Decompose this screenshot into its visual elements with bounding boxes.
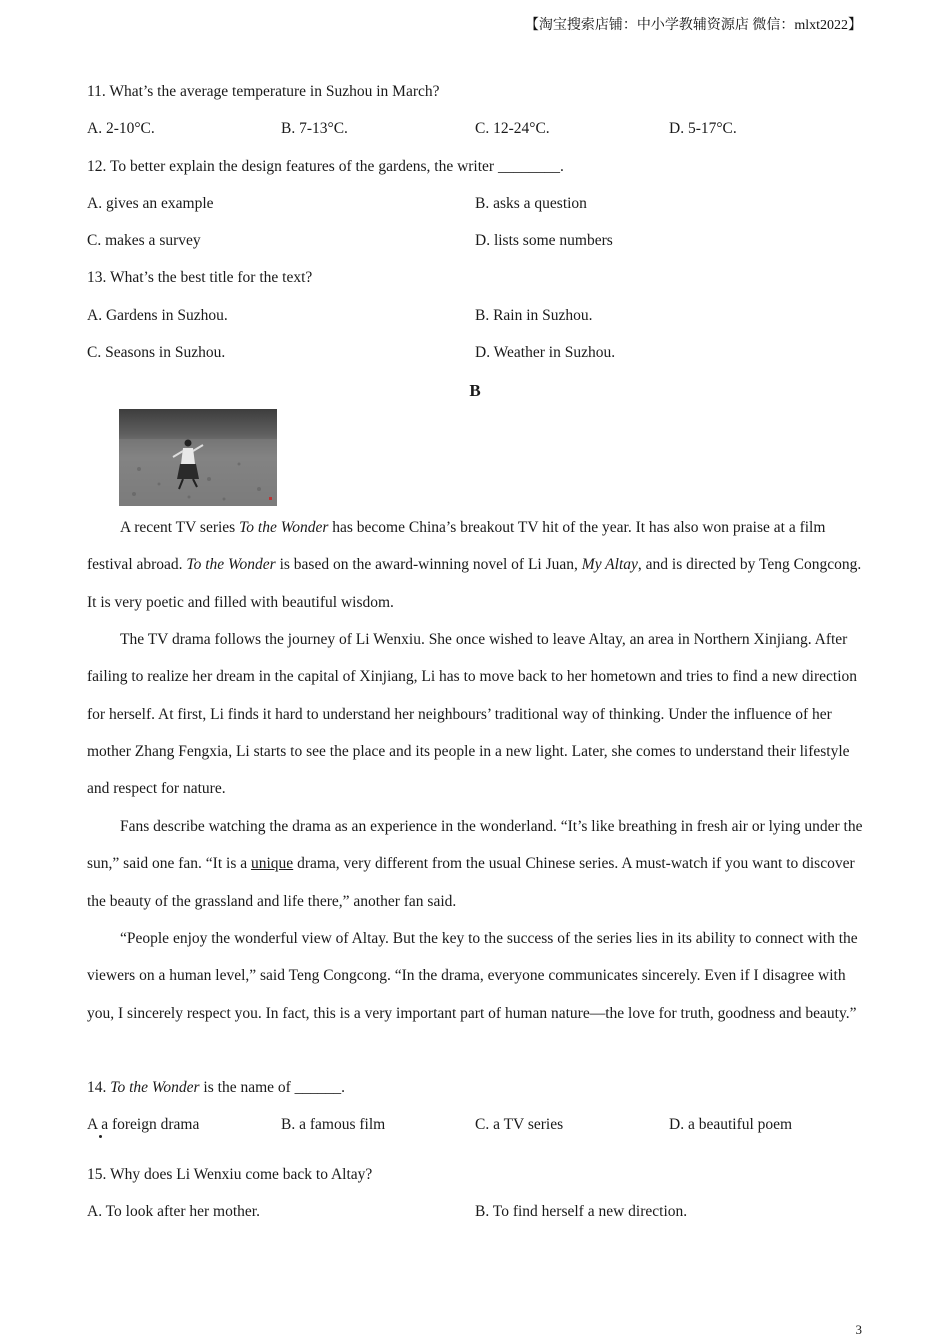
- passage-paragraph-1: A recent TV series To the Wonder has become China’s breakout TV hit of the year. It has also won praise at a film festival abroad. To the Wonder is based on the award-winning novel of Li Juan, My Altay, and is directed by Teng Congcong. It is very poetic and filled with beautiful wisdom.: [87, 519, 862, 611]
- passage-paragraph-4: “People enjoy the wonderful view of Altay. But the key to the success of the series lies in its ability to connect with the viewers on a human level,” said Teng Congcong. “In the drama, everyone communicates sincerely. Even if I disagree with you, I sincerely respect you. In fact, this is a very important part of human nature—the love for truth, goodness and beauty.”: [87, 930, 858, 1022]
- q13-option-b: B. Rain in Suzhou.: [475, 307, 593, 324]
- question-13-stem: 13. What’s the best title for the text?: [87, 269, 313, 286]
- q14-option-a: A a foreign drama: [87, 1116, 200, 1133]
- q14-option-b: B. a famous film: [281, 1116, 386, 1133]
- q12-option-c: C. makes a survey: [87, 232, 201, 249]
- q15-option-a: A. To look after her mother.: [87, 1203, 260, 1220]
- q13-option-a: A. Gardens in Suzhou.: [87, 307, 228, 324]
- q13-option-c: C. Seasons in Suzhou.: [87, 344, 226, 361]
- question-11-stem: 11. What’s the average temperature in Suzhou in March?: [87, 83, 440, 100]
- q15-option-b: B. To find herself a new direction.: [475, 1203, 688, 1220]
- page-number: 3: [855, 1322, 862, 1337]
- section-heading: B: [469, 381, 481, 400]
- q11-option-a: A. 2-10°C.: [87, 120, 155, 137]
- passage-paragraph-2: The TV drama follows the journey of Li Wenxiu. She once wished to leave Altay, an area in Northern Xinjiang. After failing to realize her dream in the capital of Xinjiang, Li has to move back to her hometown and tries to find a new direction for herself. At first, Li finds it hard to understand her neighbours’ traditional way of thinking. Under the influence of her mother Zhang Fengxia, Li starts to see the place and its people in a new light. Later, she comes to understand their lifestyle and respect for nature.: [87, 631, 858, 798]
- passage-paragraph-3: Fans describe watching the drama as an experience in the wonderland. “It’s like breathing in fresh air or lying under the sun,” said one fan. “It is a unique drama, very different from the usual Chinese series. A must-watch if you want to discover the beauty of the grassland and life there,” another fan said.: [87, 818, 863, 910]
- dot-mark: [99, 1135, 102, 1138]
- q14-option-c: C. a TV series: [475, 1116, 564, 1133]
- q13-option-d: D. Weather in Suzhou.: [475, 344, 616, 361]
- question-15-stem: 15. Why does Li Wenxiu come back to Altay?: [87, 1166, 373, 1183]
- q11-option-c: C. 12-24°C.: [475, 120, 550, 137]
- q12-option-d: D. lists some numbers: [475, 232, 613, 249]
- question-14-stem: 14. To the Wonder is the name of ______.: [87, 1079, 346, 1096]
- q11-option-d: D. 5-17°C.: [669, 120, 737, 137]
- underlined-word: unique: [251, 855, 294, 873]
- q12-option-b: B. asks a question: [475, 195, 587, 212]
- q14-option-d: D. a beautiful poem: [669, 1116, 793, 1133]
- grassland-photo: [119, 409, 277, 506]
- q11-option-b: B. 7-13°C.: [281, 120, 348, 137]
- page-header: 【淘宝搜索店铺：中小学教辅资源店 微信：mlxt2022】: [524, 18, 862, 33]
- q12-option-a: A. gives an example: [87, 195, 214, 212]
- question-12-stem: 12. To better explain the design features of the gardens, the writer ________.: [87, 158, 564, 175]
